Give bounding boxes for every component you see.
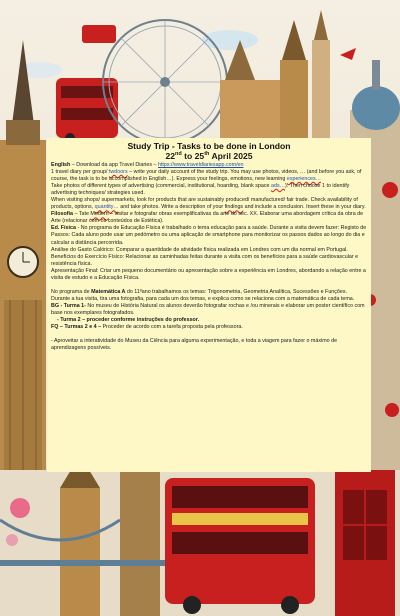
big-ben-tower-illustration: [0, 40, 46, 520]
red-bus-illustration-small: [82, 25, 116, 43]
english-task: English – Download da app Travel Diaries – https://www.traveldiariesapp.com/en 1 travel diary per group/ twdoors – write your daily account of the study trip. You may use photos, videos, … (and before you ask, of course, the task is to be accomplished in English…). Express your feelings, emotions, new learning experiences… Take photos of different types of advertising (commercial, institutional, hoarding, blank space ads…). Then choose 1 to identify advertising techniques/ strategies used. When visiting shops/ supermarkets, look for products that are sustainably produced/ manufactured/ fair trade. Check availability of products, options, quantity… and take photos. Write a description of your findings and include a conclusion. Insert these in your diary.: [51, 162, 366, 211]
tasks-panel: [47, 138, 371, 472]
edfisica-label: Ed. Física: [51, 225, 76, 232]
flower-decoration: [10, 498, 30, 518]
english-label: English: [51, 162, 71, 168]
bg-label: BG - Turma 1-: [51, 302, 86, 309]
fq-label: FQ – Turmas 2 e 4 –: [51, 324, 102, 331]
red-double-decker-bus-illustration: [165, 478, 315, 614]
closing-note: - Aproveitar a interatividade do Museu da Ciência para alguma experimentação, e toda a viagem para fazer o máximo de aprendizagens possíveis.: [51, 338, 338, 352]
red-phone-box-illustration: [335, 470, 395, 616]
matematica-label: Matemática A: [91, 288, 126, 295]
fq-task: FQ – Turmas 2 e 4 – Proceder de acordo com a tarefa proposta pela professora.: [51, 324, 243, 331]
filosofia-task: Filosofia – Tate Modern – visitar e fotografar obras exemplificativas da arte do séc. XX. Elaborar uma abordagem crítica da obra de Arte (relacionar com os conteúdos de Estética).: [51, 211, 364, 225]
matematica-task: No programa de Matemática A do 11ºano trabalhamos os temas: Trigonometria, Geometria Analítica, Sucessões e Funções. Durante a tua visita, tira uma fotografia, para cada um dos temas, e explica como se relaciona com a matemática de cada tema.: [51, 288, 355, 302]
red-bus-illustration-top: [56, 78, 118, 143]
edfisica-task: Ed. Física - No programa de Educação Física é trabalhado o tema educação para a saúde. Durante a visita devem fazer: Registo de Passos: Cada aluno pode usar um pedómetro ou uma aplicação de smartphone para monitorizar os passos dados ao longo do dia e calcular a distância percorrida. Análise do Gasto Calórico: Comparar a quantidade de atividade física realizada em Londres com um dia normal em Portugal. Benefícios do Exercício Físico: Relacionar as caminhadas feitas durante a visita com os benefícios para a saúde cardiovascular e resistência física. Apresentação Final: Criar um pequeno documentário ou apresentação sobre a experiência em Londres, abordando a relação entre a visita de estudo e a Educação Física.: [51, 225, 367, 281]
travel-diaries-link[interactable]: https://www.traveldiariesapp.com/en: [157, 162, 244, 168]
bg-task: BG - Turma 1- No museu de História Natural os alunos deverão fotografar rochas e /ou minerais e elaborar um poster científico com base nos exemplares fotografados. - Turma 2 – proceder conforme instruções do professor.: [51, 302, 365, 323]
filosofia-label: Filosofia: [51, 211, 73, 218]
page-title: Study Trip - Tasks to be done in London: [127, 141, 291, 151]
flower-decoration: [6, 534, 18, 546]
trip-dates: 22nd to 25th April 2025: [165, 151, 253, 161]
london-eye-illustration: [103, 20, 227, 144]
red-plane-icon: [340, 48, 356, 60]
westminster-skyline-illustration: [220, 10, 330, 140]
